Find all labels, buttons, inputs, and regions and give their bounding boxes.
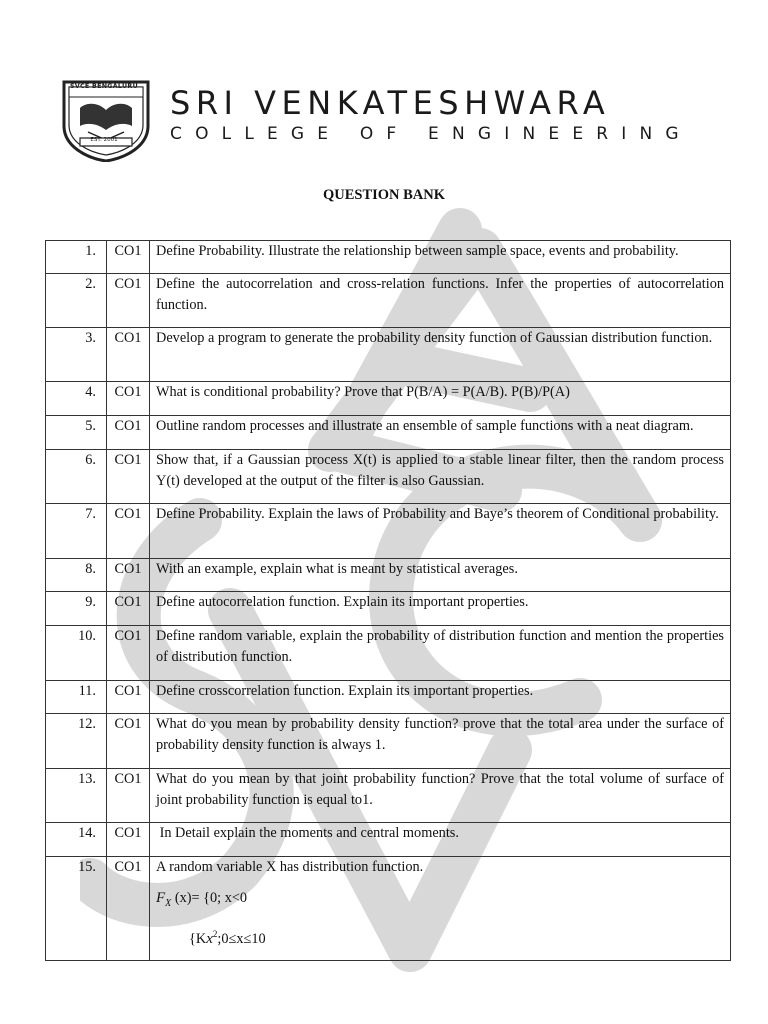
table-row [46,450,731,504]
question-text: Develop a program to generate the probability density function of Gaussian distribution function. [156,330,713,346]
course-outcome: CO1 [107,450,150,504]
question-text: Define Probability. Explain the laws of Probability and Baye’s theorem of Conditional probability. [156,506,719,522]
page-header [58,80,728,162]
table-row [46,274,731,328]
question-text-cell [150,626,731,681]
question-text-cell [150,382,731,416]
question-text: What is conditional probability? Prove that P(B/A) = P(A/B). P(B)/P(A) [156,384,570,400]
question-number: 2. [46,274,107,328]
question-text-cell [150,328,731,382]
question-number: 15. [46,857,107,961]
course-outcome: CO1 [107,382,150,416]
course-outcome: CO1 [107,857,150,961]
question-text-cell [150,559,731,592]
question-number: 1. [46,241,107,274]
question-number: 4. [46,382,107,416]
question-text: Outline random processes and illustrate an ensemble of sample functions with a neat diagram. [156,418,694,434]
course-outcome: CO1 [107,559,150,592]
question-number: 11. [46,681,107,714]
formula-prefix: {K [189,930,207,947]
course-outcome: CO1 [107,714,150,769]
logo-year: EST. 2001 [90,137,118,143]
question-text: What do you mean by probability density function? prove that the total area under the surface of probability density function is always 1. [156,716,724,753]
question-text-cell [150,681,731,714]
question-number: 10. [46,626,107,681]
question-text: With an example, explain what is meant by statistical averages. [156,561,518,577]
question-text: In Detail explain the moments and central moments. [156,825,459,841]
question-text: Define Probability. Illustrate the relationship between sample space, events and probability. [156,243,679,259]
document-title: QUESTION BANK [322,187,446,203]
question-text: A random variable X has distribution function. [156,859,424,875]
question-number: 7. [46,504,107,559]
question-table-body [46,241,731,961]
question-text-cell [150,592,731,626]
logo-lettering: SVCE BENGALURU [70,83,138,90]
table-row [46,328,731,382]
question-number: 14. [46,823,107,857]
question-text: Define the autocorrelation and cross-relation functions. Infer the properties of autocorrelation function. [156,276,724,313]
course-outcome: CO1 [107,823,150,857]
formula-range: ;0≤x≤10 [217,930,266,947]
question-number: 3. [46,328,107,382]
question-text-cell [150,857,731,961]
table-row [46,626,731,681]
formula-line-1 [156,888,724,914]
college-name: SRI VENKATESHWARA [170,84,611,122]
question-number: 5. [46,416,107,450]
table-row [46,823,731,857]
question-text-cell [150,714,731,769]
question-text: What do you mean by that joint probability function? Prove that the total volume of surface of joint probability function is equal to1. [156,771,724,808]
table-row [46,714,731,769]
table-row [46,504,731,559]
question-text-cell [150,450,731,504]
question-number: 12. [46,714,107,769]
question-text-cell [150,274,731,328]
formula-superscript: 2 [212,929,218,939]
course-outcome: CO1 [107,241,150,274]
question-text-cell [150,823,731,857]
course-outcome: CO1 [107,769,150,823]
table-row [46,681,731,714]
course-outcome: CO1 [107,328,150,382]
course-outcome: CO1 [107,681,150,714]
table-row [46,382,731,416]
question-number: 9. [46,592,107,626]
question-text: Define random variable, explain the probability of distribution function and mention the properties of distribution function. [156,628,724,665]
college-crest-icon [60,80,152,162]
table-row [46,559,731,592]
question-table [45,240,731,961]
question-number: 8. [46,559,107,592]
formula-function: F [156,890,166,906]
course-outcome: CO1 [107,274,150,328]
question-text: Define autocorrelation function. Explain its important properties. [156,594,529,610]
question-text-cell [150,416,731,450]
question-number: 6. [46,450,107,504]
college-subtitle: COLLEGE OF ENGINEERING [170,124,692,144]
table-row [46,416,731,450]
question-text-cell [150,769,731,823]
question-number: 13. [46,769,107,823]
course-outcome: CO1 [107,626,150,681]
formula-variable: x [206,930,213,947]
formula-line-2 [156,924,724,950]
table-row [46,857,731,961]
course-outcome: CO1 [107,416,150,450]
question-text: Show that, if a Gaussian process X(t) is applied to a stable linear filter, then the random process Y(t) developed at the output of the filter is also Gaussian. [156,452,724,489]
course-outcome: CO1 [107,504,150,559]
question-text-cell [150,241,731,274]
course-outcome: CO1 [107,592,150,626]
table-row [46,769,731,823]
question-text-cell [150,504,731,559]
table-row [46,241,731,274]
table-row [46,592,731,626]
formula-subscript: X [165,898,172,909]
question-text: Define crosscorrelation function. Explain its important properties. [156,683,534,699]
formula-rest: (x)= {0; x<0 [171,890,248,906]
